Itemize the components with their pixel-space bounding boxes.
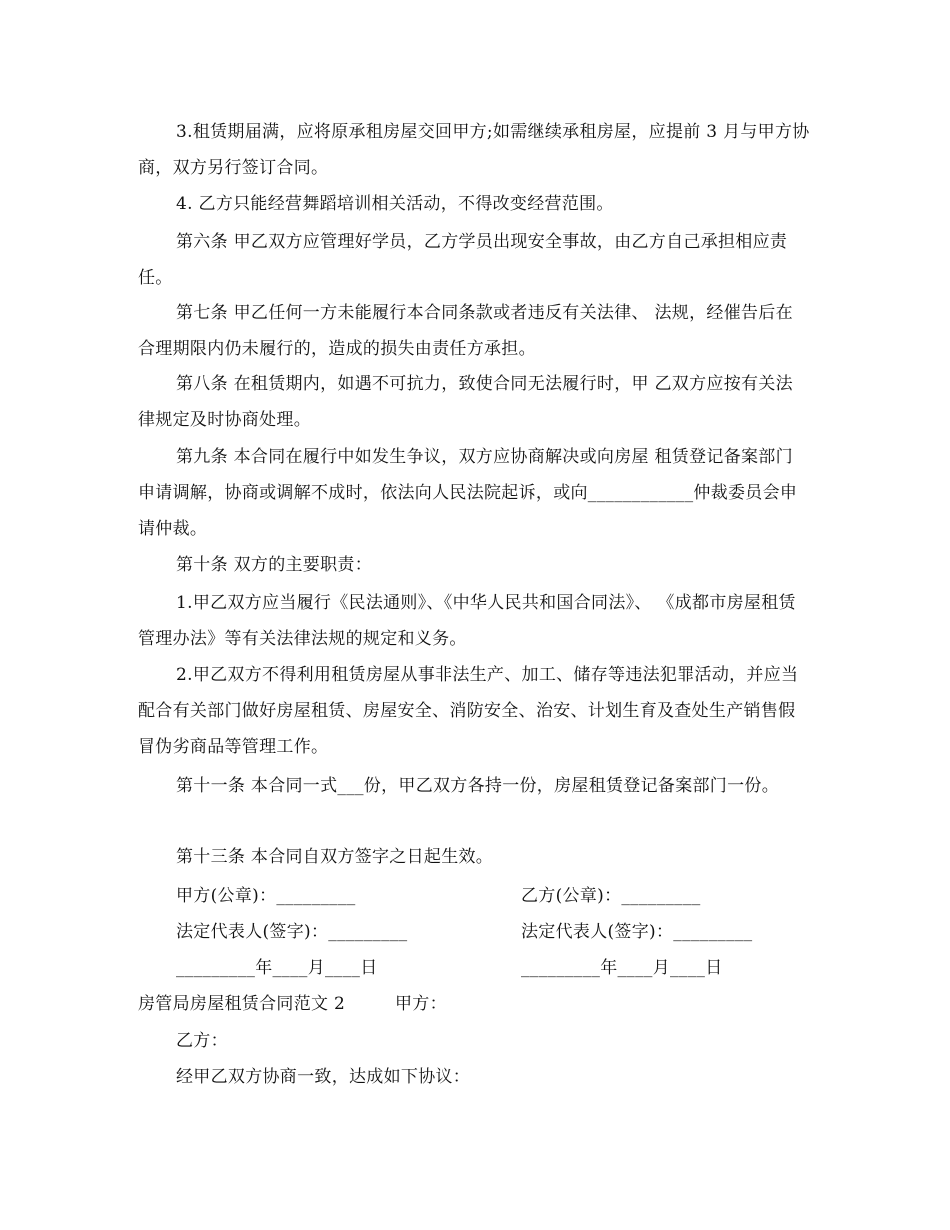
article-13: 第十三条 本合同自双方签字之日起生效。	[176, 847, 494, 867]
party-b-seal-line: 乙方(公章)：_________	[521, 886, 701, 906]
article-6: 第六条 甲乙双方应管理好学员，乙方学员出现安全事故，由乙方自己承担相应责任。	[138, 232, 788, 288]
article-8: 第八条 在租赁期内，如遇不可抗力，致使合同无法履行时，甲 乙双方应按有关法律规定及时协商处理。	[138, 374, 793, 430]
article-9: 第九条 本合同在履行中如发生争议，双方应协商解决或向房屋 租赁登记备案部门申请调解，协商或调解不成时，依法向人民法院起诉，或向____________仲裁委员会申请仲裁。	[138, 447, 798, 539]
party-a-representative-line: 法定代表人(签字)：_________	[176, 922, 408, 942]
party-a-date-line: _________年____月____日	[176, 958, 378, 978]
article-10-heading: 第十条 双方的主要职责：	[176, 555, 373, 575]
clause-lease-expiry: 3.租赁期届满，应将原承租房屋交回甲方;如需继续承租房屋，应提前 3 月与甲方协商，双方另行签订合同。	[138, 122, 810, 178]
article-11: 第十一条 本合同一式___份，甲乙双方各持一份，房屋租赁登记备案部门一份。	[176, 776, 780, 796]
duty-1: 1.甲乙双方应当履行《民法通则》、《中华人民共和国合同法》、 《成都市房屋租赁管理办法》等有关法律法规的规定和义务。	[138, 593, 796, 649]
agreement-intro: 经甲乙双方协商一致，达成如下协议：	[176, 1067, 471, 1087]
clause-business-scope: 4. 乙方只能经营舞蹈培训相关活动，不得改变经营范围。	[176, 194, 614, 214]
duty-2: 2.甲乙双方不得利用租赁房屋从事非法生产、加工、储存等违法犯罪活动，并应当配合有关部门做好房屋租赁、房屋安全、消防安全、治安、计划生育及查处生产销售假冒伪劣商品等管理工作。	[138, 665, 799, 757]
article-7: 第七条 甲乙任何一方未能履行本合同条款或者违反有关法律、 法规，经催告后在合理期限内仍未履行的，造成的损失由责任方承担。	[138, 303, 793, 359]
next-party-a-label: 甲方：	[395, 994, 447, 1014]
party-b-date-line: _________年____月____日	[521, 958, 723, 978]
party-a-seal-line: 甲方(公章)：_________	[176, 886, 356, 906]
party-b-representative-line: 法定代表人(签字)：_________	[521, 922, 753, 942]
section-heading: 房管局房屋租赁合同范文 2	[138, 994, 346, 1014]
next-party-b-label: 乙方：	[176, 1031, 228, 1051]
